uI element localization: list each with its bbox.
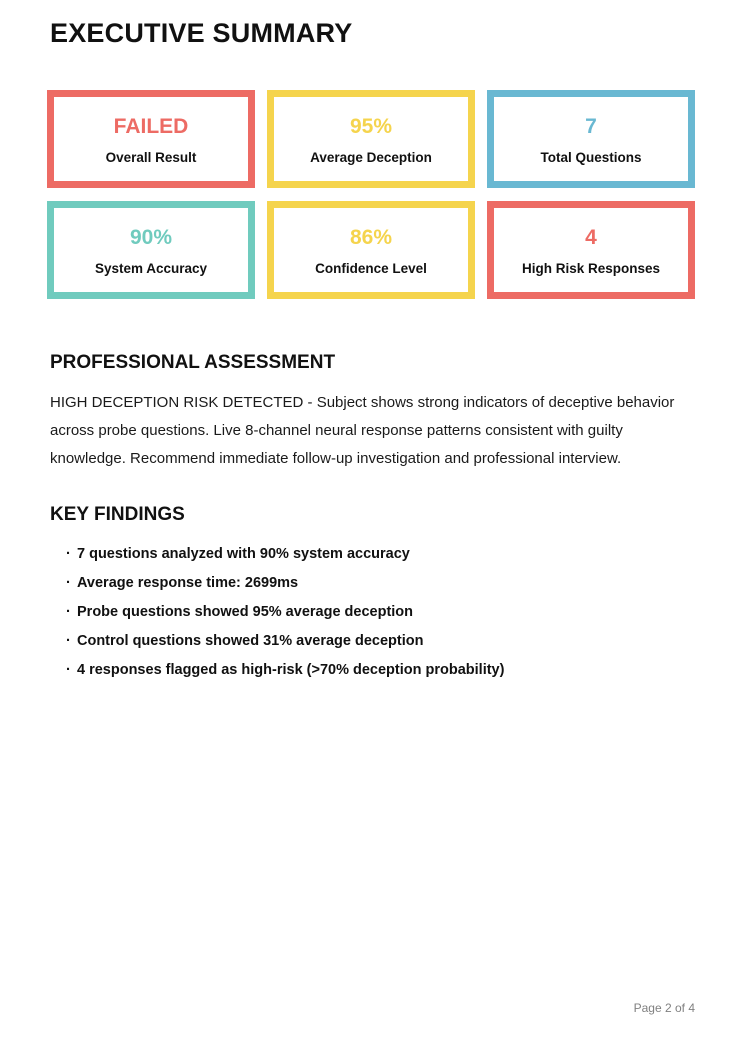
stat-value: 4 — [585, 226, 597, 249]
stat-value: 95% — [349, 115, 393, 138]
stat-value: 90% — [129, 226, 173, 249]
stat-label: System Accuracy — [94, 261, 208, 276]
stat-card-high-risk-responses — [487, 201, 695, 299]
finding-text: 4 responses flagged as high-risk (>70% deception probability) — [77, 662, 505, 678]
page-number: Page 2 of 4 — [633, 1001, 695, 1015]
summary-stat-cards — [47, 90, 695, 299]
stat-card-total-questions — [487, 90, 695, 188]
page-title: EXECUTIVE SUMMARY — [50, 18, 353, 48]
stat-card-confidence-level — [267, 201, 475, 299]
list-item — [50, 633, 695, 649]
finding-text: Average response time: 2699ms — [77, 575, 299, 591]
bullet-icon — [66, 633, 71, 649]
stat-label: High Risk Responses — [521, 261, 661, 276]
list-item — [50, 662, 695, 678]
key-findings-list — [50, 546, 695, 678]
list-item — [50, 604, 695, 620]
finding-text: Probe questions showed 95% average deception — [77, 604, 414, 620]
finding-text: 7 questions analyzed with 90% system accuracy — [77, 546, 410, 562]
stat-value: 86% — [349, 226, 393, 249]
finding-text: Control questions showed 31% average deception — [77, 633, 424, 649]
bullet-icon — [66, 604, 71, 620]
bullet-icon — [66, 546, 71, 562]
stat-value: 7 — [585, 115, 597, 138]
stat-label: Confidence Level — [315, 261, 427, 276]
key-findings-heading: KEY FINDINGS — [50, 504, 185, 525]
list-item — [50, 546, 695, 562]
stat-card-average-deception — [267, 90, 475, 188]
bullet-icon — [66, 575, 71, 591]
assessment-heading: PROFESSIONAL ASSESSMENT — [50, 352, 336, 373]
stat-label: Overall Result — [105, 150, 197, 165]
bullet-icon — [66, 662, 71, 678]
assessment-body: HIGH DECEPTION RISK DETECTED - Subject shows strong indicators of deceptive behavior across probe questions. Live 8-channel neural response patterns consistent with guilty knowledge. Recommend immediate follow-up investigation and professional interview. — [50, 394, 675, 467]
list-item — [50, 575, 695, 591]
stat-label: Total Questions — [540, 150, 642, 165]
stat-card-overall-result — [47, 90, 255, 188]
stat-label: Average Deception — [310, 150, 432, 165]
stat-value: FAILED — [113, 115, 189, 138]
stat-card-system-accuracy — [47, 201, 255, 299]
